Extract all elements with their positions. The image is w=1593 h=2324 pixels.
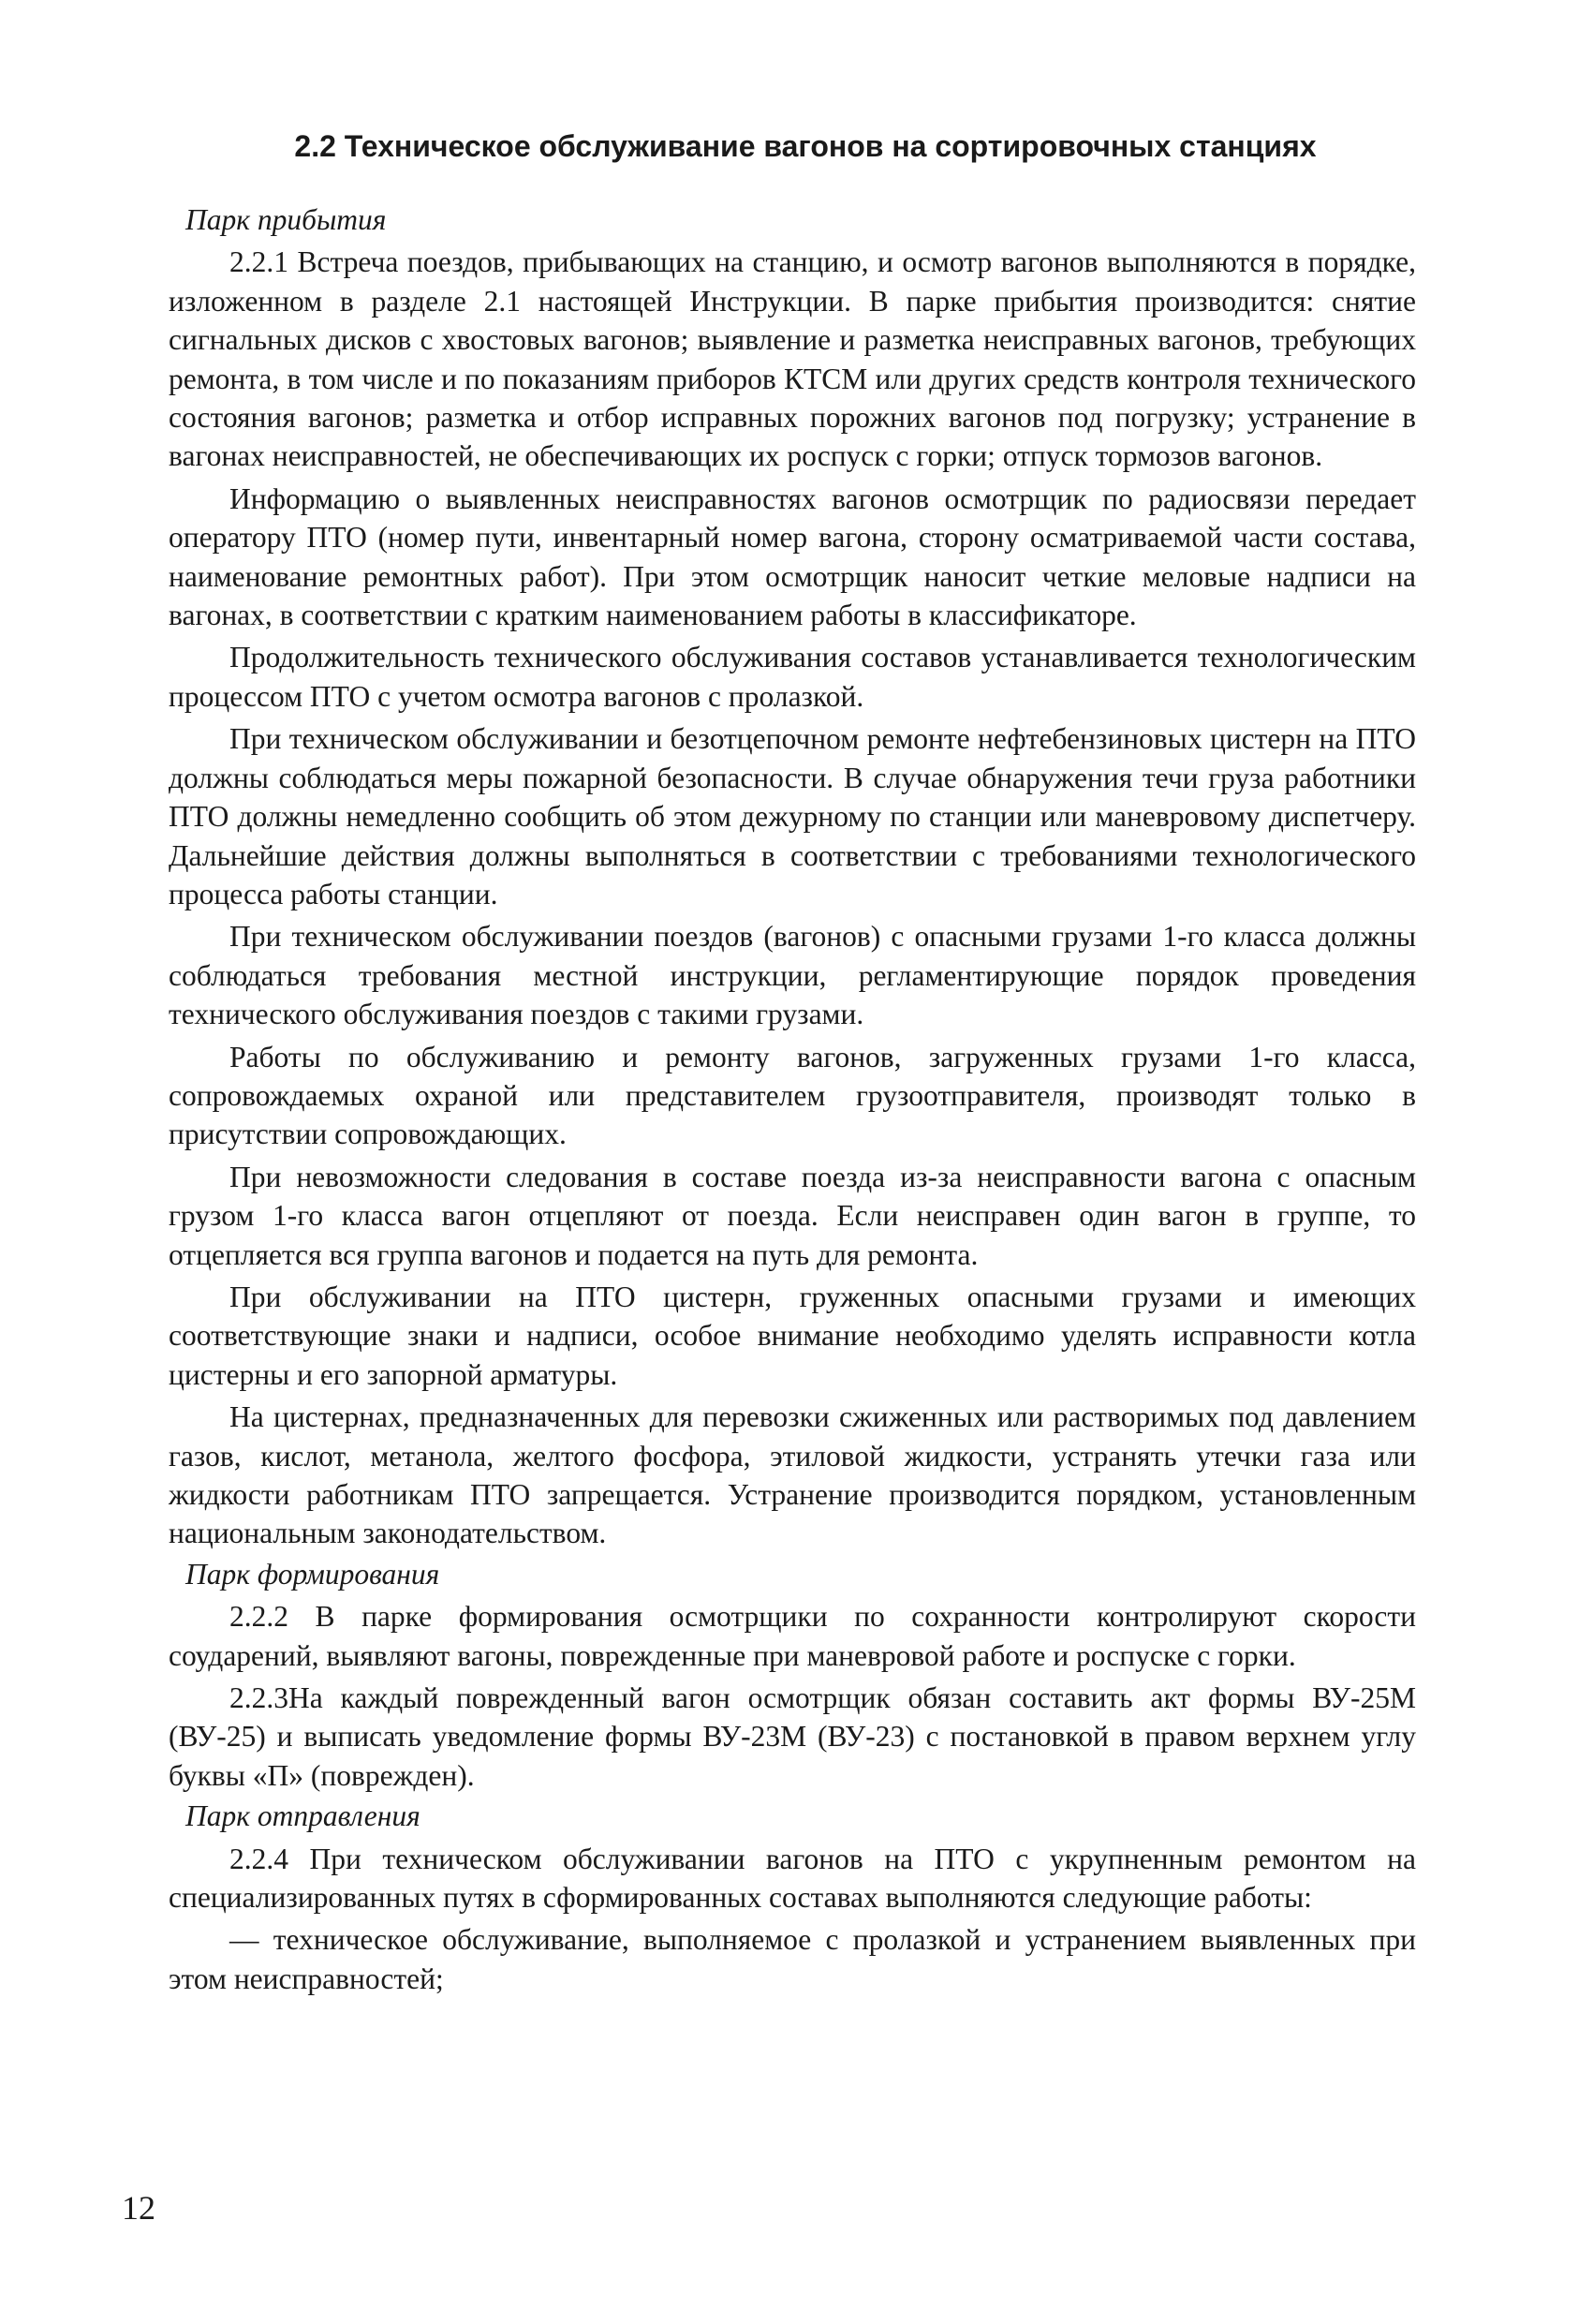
paragraph-radio-info: Информацию о выявленных неисправностях вагонов осмотрщик по радиосвязи передает оператору ПТО (номер пути, инвентарный номер вагона, сторону осматриваемой части состава, наименование ремонтных работ). При этом осмотрщик наносит четкие меловые надписи на вагонах, в соответствии с кратким наименованием работы в классификаторе.: [169, 481, 1416, 632]
paragraph-duration: Продолжительность технического обслуживания составов устанавливается технологическим процессом ПТО с учетом осмотра вагонов с пролазкой.: [169, 641, 1416, 713]
paragraph-dangerous-goods: При техническом обслуживании поездов (вагонов) с опасными грузами 1-го класса должны соблюдаться требования местной инструкции, регламентирующие порядок проведения технического обслуживания поездов с такими грузами.: [169, 920, 1416, 1031]
paragraph-tank-inspection: При обслуживании на ПТО цистерн, груженных опасными грузами и имеющих соответствующие знаки и надписи, особое внимание необходимо уделять исправности котла цистерны и его запорной арматуры.: [169, 1280, 1416, 1391]
page-number: 12: [122, 2189, 155, 2227]
paragraph-2-2-1: 2.2.1 Встреча поездов, прибывающих на станцию, и осмотр вагонов выполняются в порядке, изложенном в разделе 2.1 настоящей Инструкции. В парке прибытия производится: снятие сигнальных дисков с хвостовых вагонов; выявление и разметка неисправных вагонов, требующих ремонта, в том числе и по показаниям приборов КТСМ или других средств контроля технического состояния вагонов; разметка и отбор исправных порожних вагонов под погрузку; устранение в вагонах неисправностей, не обеспечивающих их роспуск с горки; отпуск тормозов вагонов.: [169, 245, 1416, 473]
section-title: 2.2 Техническое обслуживание вагонов на сортировочных станциях: [294, 129, 1317, 163]
list-item-maintenance: — техническое обслуживание, выполняемое с пролазкой и устранением выявленных при этом неисправностей;: [169, 1923, 1416, 1995]
paragraph-uncoupling: При невозможности следования в составе поезда из-за неисправности вагона с опасным грузом 1-го класса вагон отцепляют от поезда. Если неисправен один вагон в группе, то отцепляется вся группа вагонов и подается на путь для ремонта.: [169, 1160, 1416, 1271]
paragraph-2-2-4: 2.2.4 При техническом обслуживании вагонов на ПТО с укрупненным ремонтом на специализированных путях в сформированных составах выполняются следующие работы:: [169, 1842, 1416, 1915]
paragraph-leak-prohibition: На цистернах, предназначенных для перевозки сжиженных или растворимых под давлением газов, кислот, метанола, желтого фосфора, этиловой жидкости, устранять утечки газа или жидкости работникам ПТО запрещается. Устранение производится порядком, установленным национальным законодательством.: [169, 1400, 1416, 1550]
subheading-formation-park: Парк формирования: [185, 1557, 440, 1591]
body-text: [169, 199, 1416, 1998]
subheading-arrival-park: Парк прибытия: [185, 203, 387, 236]
paragraph-escorted-cars: Работы по обслуживанию и ремонту вагонов, загруженных грузами 1-го класса, сопровождаемых охраной или представителем грузоотправителя, производят только в присутствии сопровождающих.: [169, 1040, 1416, 1151]
subheading-departure-park: Парк отправления: [185, 1799, 420, 1833]
paragraph-2-2-3: 2.2.3На каждый поврежденный вагон осмотрщик обязан составить акт формы ВУ-25М (ВУ-25) и выписать уведомление формы ВУ-23М (ВУ-23) с постановкой в правом верхнем углу буквы «П» (поврежден).: [169, 1681, 1416, 1792]
paragraph-2-2-2: 2.2.2 В парке формирования осмотрщики по сохранности контролируют скорости соударений, выявляют вагоны, поврежденные при маневровой работе и роспуске с горки.: [169, 1600, 1416, 1672]
paragraph-fire-safety: При техническом обслуживании и безотцепочном ремонте нефтебензиновых цистерн на ПТО должны соблюдаться меры пожарной безопасности. В случае обнаружения течи груза работники ПТО должны немедленно сообщить об этом дежурному по станции или маневровому диспетчеру. Дальнейшие действия должны выполняться в соответствии с требованиями технологического процесса работы станции.: [169, 722, 1416, 910]
